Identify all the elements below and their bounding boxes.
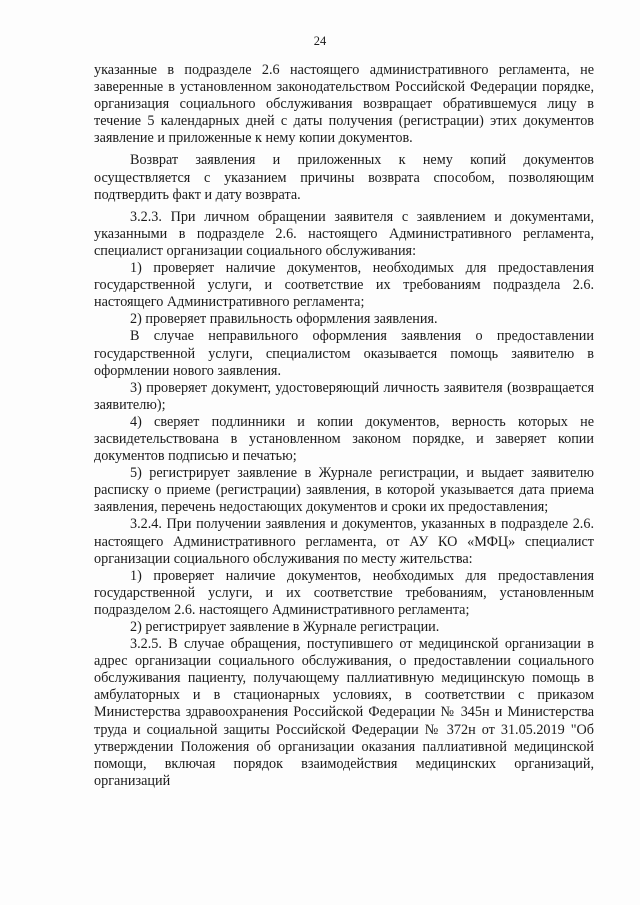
paragraph: 3.2.5. В случае обращения, поступившего от медицинской организации в адрес организации социального обслуживания, о предоставлении социального обслуживания пациенту, получающему паллиативную медицинскую помощь в амбулаторных и в стационарных условиях, в соответствии с приказом Министерства здравоохранения Российской Федерации № 345н и Министерства труда и социальной защиты Российской Федерации № 372н от 31.05.2019 "Об утверждении Положения об организации оказания паллиативной медицинской помощи, включая порядок взаимодействия медицинских организаций, организаций — [94, 636, 594, 789]
paragraph: В случае неправильного оформления заявления о предоставлении государственной услуги, специалистом оказывается помощь заявителю в оформлении нового заявления. — [94, 328, 594, 379]
paragraph: Возврат заявления и приложенных к нему копий документов осуществляется с указанием причины возврата способом, позволяющим подтвердить факт и дату возврата. — [94, 152, 594, 203]
paragraph: 4) сверяет подлинники и копии документов, верность которых не засвидетельствована в установленном законом порядке, и заверяет копии документов подписью и печатью; — [94, 413, 594, 465]
paragraph: 1) проверяет наличие документов, необходимых для предоставления государственной услуги, и их соответствие требованиям, установленным подразделом 2.6. настоящего Административного регламента; — [94, 567, 594, 618]
paragraph: 2) регистрирует заявление в Журнале регистрации. — [130, 619, 440, 635]
paragraph: 3.2.3. При личном обращении заявителя с заявлением и документами, указанными в подразделе 2.6. настоящего Административного регламента, специалист организации социального обслуживания: — [94, 208, 594, 259]
document-body — [94, 62, 594, 790]
paragraph: 1) проверяет наличие документов, необходимых для предоставления государственной услуги, и соответствие их требованиям подраздела 2.6. настоящего Административного регламента; — [94, 260, 594, 311]
paragraph: 5) регистрирует заявление в Журнале регистрации, и выдает заявителю расписку о приеме (регистрации) заявления, в которой указывается дата приема заявления, перечень недостающих документов и сроки их предоставления; — [94, 465, 594, 516]
paragraph: 3.2.4. При получении заявления и документов, указанных в подразделе 2.6. настоящего Административного регламента, от АУ КО «МФЦ» специалист организации социального обслуживания по месту жительства: — [94, 516, 594, 567]
page-number: 24 — [313, 34, 327, 48]
paragraph: 3) проверяет документ, удостоверяющий личность заявителя (возвращается заявителю); — [94, 379, 594, 413]
paragraph: указанные в подразделе 2.6 настоящего административного регламента, не заверенные в установленном законодательством Российской Федерации порядке, организация социального обслуживания возвращает обратившемуся лицу в течение 5 календарных дней с даты получения (регистрации) этих документов заявление и приложенные к нему копии документов. — [94, 62, 594, 147]
paragraph: 2) проверяет правильность оформления заявления. — [130, 311, 438, 328]
